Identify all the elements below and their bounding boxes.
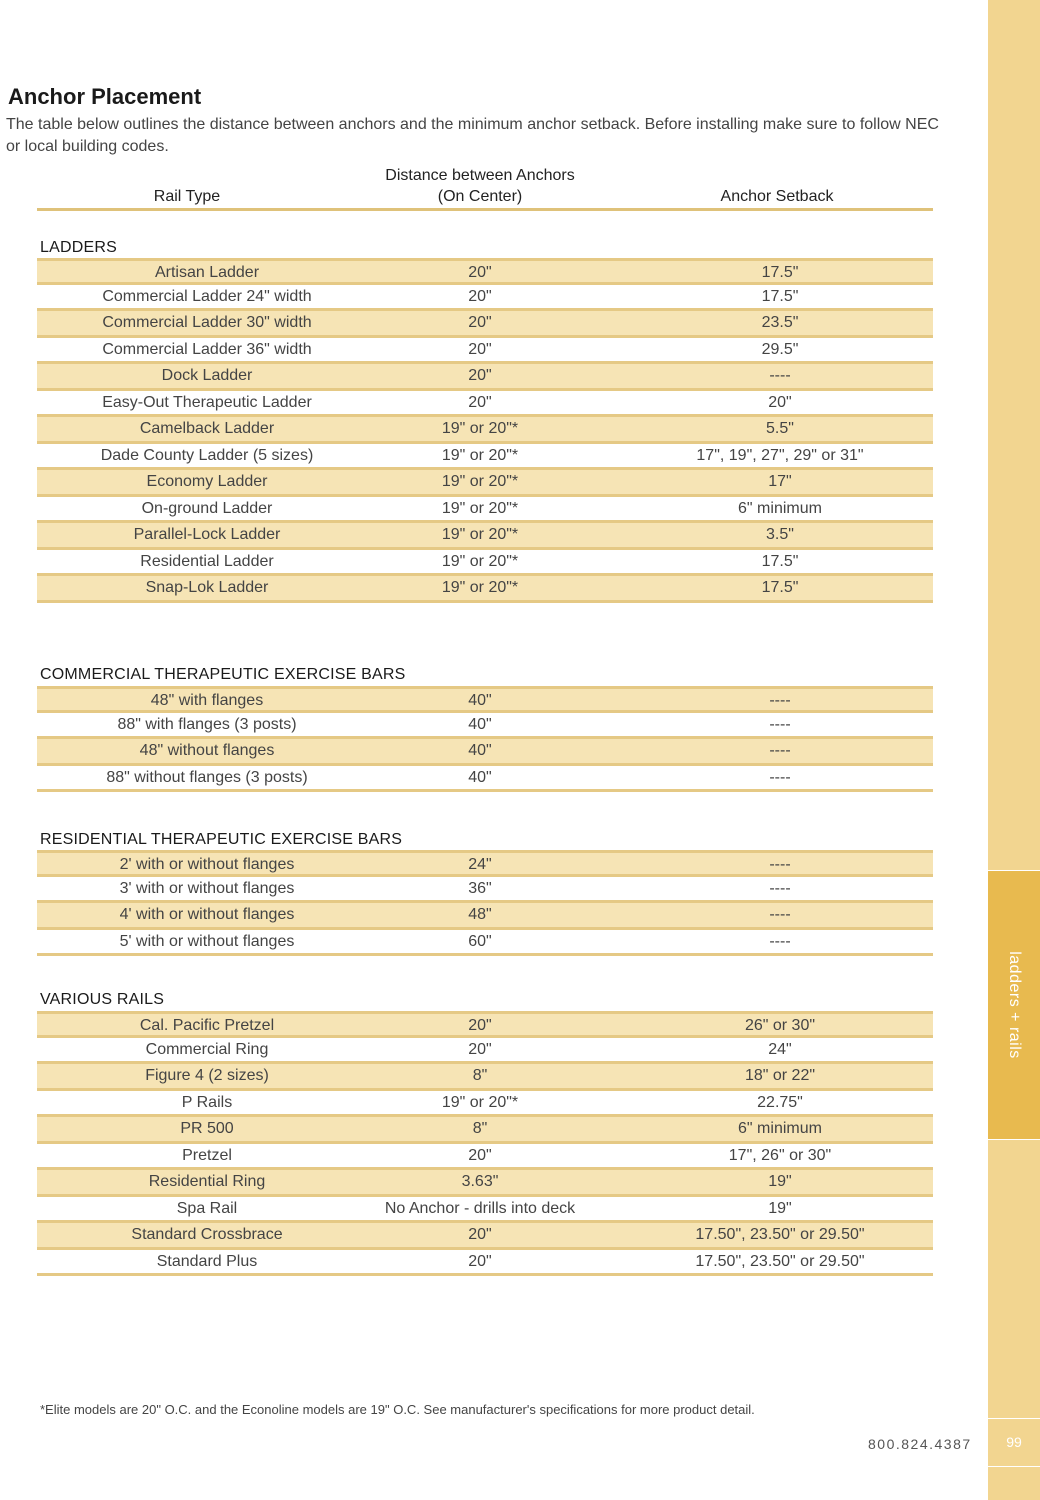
rail-type-cell: P Rails [181, 1093, 233, 1111]
rail-type-cell: 2' with or without flanges [119, 856, 295, 873]
section-title-various-rails: VARIOUS RAILS [40, 991, 165, 1008]
distance-cell: 20" [468, 1226, 492, 1243]
distance-cell: 20" [468, 1146, 492, 1164]
distance-cell: 60" [468, 932, 492, 950]
table-row [37, 311, 933, 338]
rail-type-cell: Spa Rail [176, 1199, 238, 1217]
table-row [37, 444, 933, 471]
setback-cell: 3.5" [766, 526, 794, 543]
setback-cell: 29.5" [761, 340, 799, 358]
rail-type-cell: Figure 4 (2 sizes) [145, 1067, 269, 1084]
distance-cell: 19" or 20"* [441, 499, 519, 517]
rail-type-cell: Artisan Ladder [154, 264, 260, 281]
rail-type-cell: Standard Crossbrace [131, 1226, 283, 1243]
header-setback: Anchor Setback [720, 188, 834, 205]
setback-cell: 26" or 30" [744, 1017, 816, 1034]
rail-type-cell: Residential Ladder [140, 552, 274, 570]
setback-cell: 17.5" [761, 552, 799, 570]
table-row [37, 470, 933, 497]
rail-type-cell: 88" with flanges (3 posts) [117, 715, 297, 733]
table-row [37, 576, 933, 603]
rail-type-cell: Residential Ring [148, 1173, 266, 1190]
sidebar [988, 0, 1040, 1500]
distance-cell: 20" [468, 287, 492, 305]
table-row [37, 877, 933, 904]
distance-cell: 20" [468, 367, 492, 384]
distance-cell: 19" or 20"* [441, 446, 519, 464]
distance-cell: 20" [468, 264, 492, 281]
distance-cell: 20" [468, 340, 492, 358]
rail-type-cell: Dock Ladder [161, 367, 253, 384]
distance-cell: 40" [468, 692, 492, 709]
rail-type-cell: Cal. Pacific Pretzel [139, 1017, 275, 1034]
setback-cell: ---- [769, 715, 791, 733]
table-row [37, 1064, 933, 1091]
distance-cell: 19" or 20"* [441, 473, 519, 490]
setback-cell: 17.5" [761, 579, 799, 596]
table-row [37, 903, 933, 930]
rail-type-cell: Standard Plus [156, 1252, 258, 1270]
section-title-ladders: LADDERS [40, 239, 117, 256]
setback-cell: 17.5" [761, 264, 799, 281]
setback-cell: 18" or 22" [744, 1067, 816, 1084]
rail-type-cell: 48" with flanges [150, 692, 264, 709]
distance-cell: 19" or 20"* [441, 420, 519, 437]
rail-type-cell: Commercial Ladder 36" width [102, 340, 312, 358]
table-residential-bars [37, 850, 933, 956]
table-row [37, 686, 933, 713]
setback-cell: 17" [768, 473, 792, 490]
distance-cell: 40" [468, 768, 492, 786]
header-distance-line1: Distance between Anchors [385, 167, 575, 184]
distance-cell: 3.63" [461, 1173, 499, 1190]
rail-type-cell: 48" without flanges [139, 742, 275, 759]
setback-cell: 5.5" [766, 420, 794, 437]
setback-cell: 17", 26" or 30" [728, 1146, 832, 1164]
rail-type-cell: Economy Ladder [146, 473, 268, 490]
rail-type-cell: Dade County Ladder (5 sizes) [100, 446, 314, 464]
header-rail-type: Rail Type [153, 188, 221, 205]
table-row [37, 850, 933, 877]
distance-cell: 40" [468, 742, 492, 759]
table-row [37, 1091, 933, 1118]
rail-type-cell: Commercial Ring [145, 1040, 269, 1058]
setback-cell: ---- [769, 692, 791, 709]
distance-cell: 19" or 20"* [441, 579, 519, 596]
section-tab-label: ladders + rails [1006, 951, 1023, 1059]
setback-cell: 6" minimum [738, 499, 822, 517]
phone-number: 800.824.4387 [868, 1436, 972, 1452]
setback-cell: ---- [769, 367, 791, 384]
rail-type-cell: Commercial Ladder 24" width [102, 287, 312, 305]
sidebar-divider [988, 1466, 1040, 1467]
distance-cell: 48" [468, 906, 492, 923]
distance-cell: 8" [472, 1067, 488, 1084]
setback-cell: 17.50", 23.50" or 29.50" [695, 1252, 865, 1270]
table-row [37, 713, 933, 740]
table-row [37, 1250, 933, 1277]
setback-cell: 19" [768, 1173, 792, 1190]
setback-cell: 22.75" [757, 1093, 803, 1111]
distance-cell: No Anchor - drills into deck [384, 1199, 576, 1217]
page-title: Anchor Placement [8, 84, 202, 109]
distance-cell: 20" [468, 314, 492, 331]
sidebar-divider [988, 1418, 1040, 1419]
setback-cell: 17", 19", 27", 29" or 31" [696, 446, 864, 464]
table-row [37, 1038, 933, 1065]
setback-cell: 24" [768, 1040, 792, 1058]
distance-cell: 24" [468, 856, 492, 873]
table-row [37, 285, 933, 312]
table-row [37, 338, 933, 365]
table-row [37, 1117, 933, 1144]
distance-cell: 19" or 20"* [441, 1093, 519, 1111]
rail-type-cell: 3' with or without flanges [119, 879, 295, 897]
rail-type-cell: 88" without flanges (3 posts) [106, 768, 308, 786]
distance-cell: 8" [472, 1120, 488, 1137]
setback-cell: 17.50", 23.50" or 29.50" [695, 1226, 865, 1243]
setback-cell: ---- [769, 856, 791, 873]
section-title-residential-bars: RESIDENTIAL THERAPEUTIC EXERCISE BARS [40, 831, 403, 848]
setback-cell: ---- [769, 906, 791, 923]
header-rule [37, 208, 933, 211]
setback-cell: ---- [769, 742, 791, 759]
distance-cell: 20" [468, 1017, 492, 1034]
distance-cell: 20" [468, 393, 492, 411]
table-row [37, 1144, 933, 1171]
distance-cell: 36" [468, 879, 492, 897]
rail-type-cell: PR 500 [180, 1120, 234, 1137]
table-row [37, 930, 933, 957]
distance-cell: 19" or 20"* [441, 552, 519, 570]
distance-cell: 40" [468, 715, 492, 733]
header-distance-line2: (On Center) [437, 188, 523, 205]
setback-cell: 19" [768, 1199, 792, 1217]
section-title-commercial-bars: COMMERCIAL THERAPEUTIC EXERCISE BARS [40, 666, 406, 683]
rail-type-cell: Easy-Out Therapeutic Ladder [102, 393, 312, 411]
table-row [37, 1011, 933, 1038]
table-row [37, 391, 933, 418]
table-row [37, 497, 933, 524]
table-row [37, 1170, 933, 1197]
rail-type-cell: On-ground Ladder [141, 499, 273, 517]
table-row [37, 1197, 933, 1224]
table-various-rails [37, 1011, 933, 1276]
setback-cell: 23.5" [761, 314, 799, 331]
rail-type-cell: 5' with or without flanges [119, 932, 295, 950]
table-row [37, 417, 933, 444]
table-row [37, 523, 933, 550]
table-ladders [37, 258, 933, 603]
header-distance [330, 165, 630, 207]
table-row [37, 739, 933, 766]
setback-cell: 17.5" [761, 287, 799, 305]
rail-type-cell: Camelback Ladder [139, 420, 275, 437]
table-row [37, 1223, 933, 1250]
rail-type-cell: Parallel-Lock Ladder [133, 526, 281, 543]
setback-cell: ---- [769, 768, 791, 786]
table-row [37, 766, 933, 793]
setback-cell: 20" [768, 393, 792, 411]
page-number: 99 [1006, 1434, 1022, 1450]
table-row [37, 258, 933, 285]
table-row [37, 364, 933, 391]
distance-cell: 20" [468, 1040, 492, 1058]
rail-type-cell: Snap-Lok Ladder [145, 579, 269, 596]
rail-type-cell: 4' with or without flanges [119, 906, 295, 923]
table-row [37, 550, 933, 577]
rail-type-cell: Pretzel [182, 1146, 232, 1164]
setback-cell: 6" minimum [738, 1120, 822, 1137]
setback-cell: ---- [769, 932, 791, 950]
section-tab [988, 870, 1040, 1140]
table-commercial-bars [37, 686, 933, 792]
intro-text: The table below outlines the distance between anchors and the minimum anchor setback. Before installing make sure to follow NEC or local building codes. [6, 116, 939, 155]
footnote: *Elite models are 20" O.C. and the Econoline models are 19" O.C. See manufacturer's specifications for more product detail. [40, 1402, 755, 1417]
setback-cell: ---- [769, 879, 791, 897]
distance-cell: 20" [468, 1252, 492, 1270]
distance-cell: 19" or 20"* [441, 526, 519, 543]
rail-type-cell: Commercial Ladder 30" width [102, 314, 312, 331]
